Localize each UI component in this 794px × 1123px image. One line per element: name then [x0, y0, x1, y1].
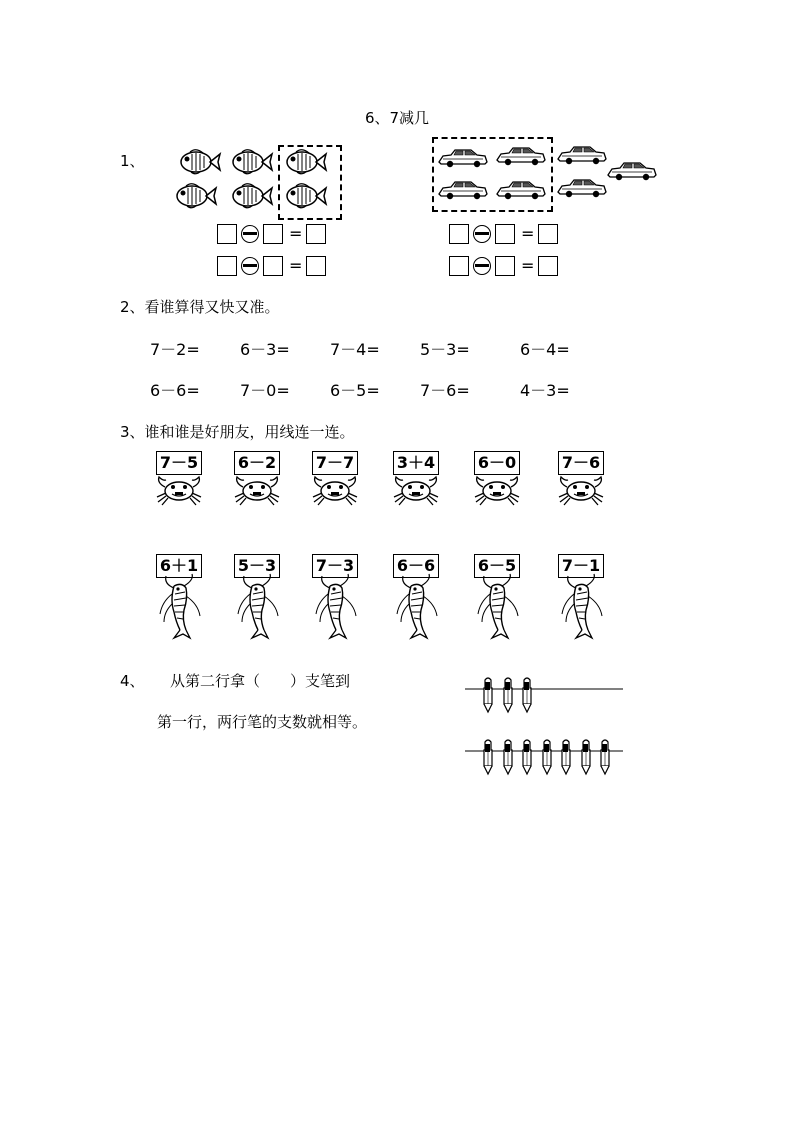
operator-circle[interactable] — [473, 225, 491, 243]
pen-icon — [559, 740, 573, 776]
equation: 6－3= — [240, 340, 290, 359]
crab-card[interactable]: 7－5 — [156, 451, 202, 475]
answer-box[interactable] — [263, 256, 283, 276]
answer-box[interactable] — [495, 256, 515, 276]
q4-line-2: 第一行，两行笔的支数就相等。 — [157, 713, 368, 731]
equation: 6－4= — [520, 340, 570, 359]
fish-icon — [228, 150, 274, 176]
shrimp-card[interactable]: 7－1 — [558, 554, 604, 578]
q4-line-1: 从第二行拿（ ）支笔到 — [170, 672, 351, 690]
equals-sign: = — [521, 224, 535, 243]
equals-sign: = — [289, 256, 303, 275]
car-icon — [606, 161, 658, 181]
crab-card[interactable]: 6－2 — [234, 451, 280, 475]
equals-sign: = — [289, 224, 303, 243]
pen-icon — [481, 678, 495, 714]
crab-icon — [232, 473, 282, 509]
equation: 7－0= — [240, 381, 290, 400]
q2-number: 2、 — [120, 298, 145, 316]
crab-icon — [472, 473, 522, 509]
q4-number: 4、 — [120, 672, 145, 690]
shrimp-icon — [160, 580, 202, 640]
pen-icon — [501, 678, 515, 714]
equation: 7－2= — [150, 340, 200, 359]
operator-circle[interactable] — [241, 257, 259, 275]
fish-icon — [172, 184, 218, 210]
car-icon — [556, 145, 608, 165]
q2-heading — [120, 296, 280, 317]
shrimp-card[interactable]: 7－3 — [312, 554, 358, 578]
pen-icon — [579, 740, 593, 776]
answer-box[interactable] — [306, 256, 326, 276]
car-dashed-box — [432, 137, 553, 212]
q2-instruction: 看谁算得又快又准。 — [144, 298, 280, 316]
page-title: 6、7减几 — [364, 109, 430, 127]
answer-box[interactable] — [217, 224, 237, 244]
equation: 7－6= — [420, 381, 470, 400]
shrimp-icon — [397, 580, 439, 640]
q3-number: 3、 — [120, 423, 145, 441]
q1-number: 1、 — [120, 152, 145, 170]
shrimp-card[interactable]: 5－3 — [234, 554, 280, 578]
fish-icon — [176, 150, 222, 176]
answer-box[interactable] — [495, 224, 515, 244]
equation: 6－6= — [150, 381, 200, 400]
shrimp-card[interactable]: 6－5 — [474, 554, 520, 578]
operator-circle[interactable] — [473, 257, 491, 275]
answer-box[interactable] — [306, 224, 326, 244]
crab-icon — [154, 473, 204, 509]
shrimp-icon — [316, 580, 358, 640]
car-icon — [556, 178, 608, 198]
answer-box[interactable] — [538, 224, 558, 244]
pen-icon — [540, 740, 554, 776]
equation: 5－3= — [420, 340, 470, 359]
shrimp-card[interactable]: 6－6 — [393, 554, 439, 578]
shrimp-card[interactable]: 6＋1 — [156, 554, 202, 578]
equals-sign: = — [521, 256, 535, 275]
shrimp-icon — [478, 580, 520, 640]
equation: 7－4= — [330, 340, 380, 359]
operator-circle[interactable] — [241, 225, 259, 243]
answer-box[interactable] — [538, 256, 558, 276]
pen-icon — [481, 740, 495, 776]
pen-icon — [520, 678, 534, 714]
answer-box[interactable] — [449, 224, 469, 244]
crab-card[interactable]: 6－0 — [474, 451, 520, 475]
crab-icon — [556, 473, 606, 509]
q3-instruction: 谁和谁是好朋友，用线连一连。 — [144, 423, 355, 441]
equation: 4－3= — [520, 381, 570, 400]
answer-box[interactable] — [217, 256, 237, 276]
pen-icon — [598, 740, 612, 776]
shrimp-icon — [238, 580, 280, 640]
crab-icon — [310, 473, 360, 509]
crab-card[interactable]: 7－7 — [312, 451, 358, 475]
crab-card[interactable]: 3＋4 — [393, 451, 439, 475]
shrimp-icon — [562, 580, 604, 640]
fish-icon — [228, 184, 274, 210]
q3-heading — [120, 421, 355, 442]
fish-dashed-box — [278, 145, 342, 220]
crab-icon — [391, 473, 441, 509]
answer-box[interactable] — [449, 256, 469, 276]
pen-icon — [520, 740, 534, 776]
equation: 6－5= — [330, 381, 380, 400]
crab-card[interactable]: 7－6 — [558, 451, 604, 475]
pen-icon — [501, 740, 515, 776]
answer-box[interactable] — [263, 224, 283, 244]
